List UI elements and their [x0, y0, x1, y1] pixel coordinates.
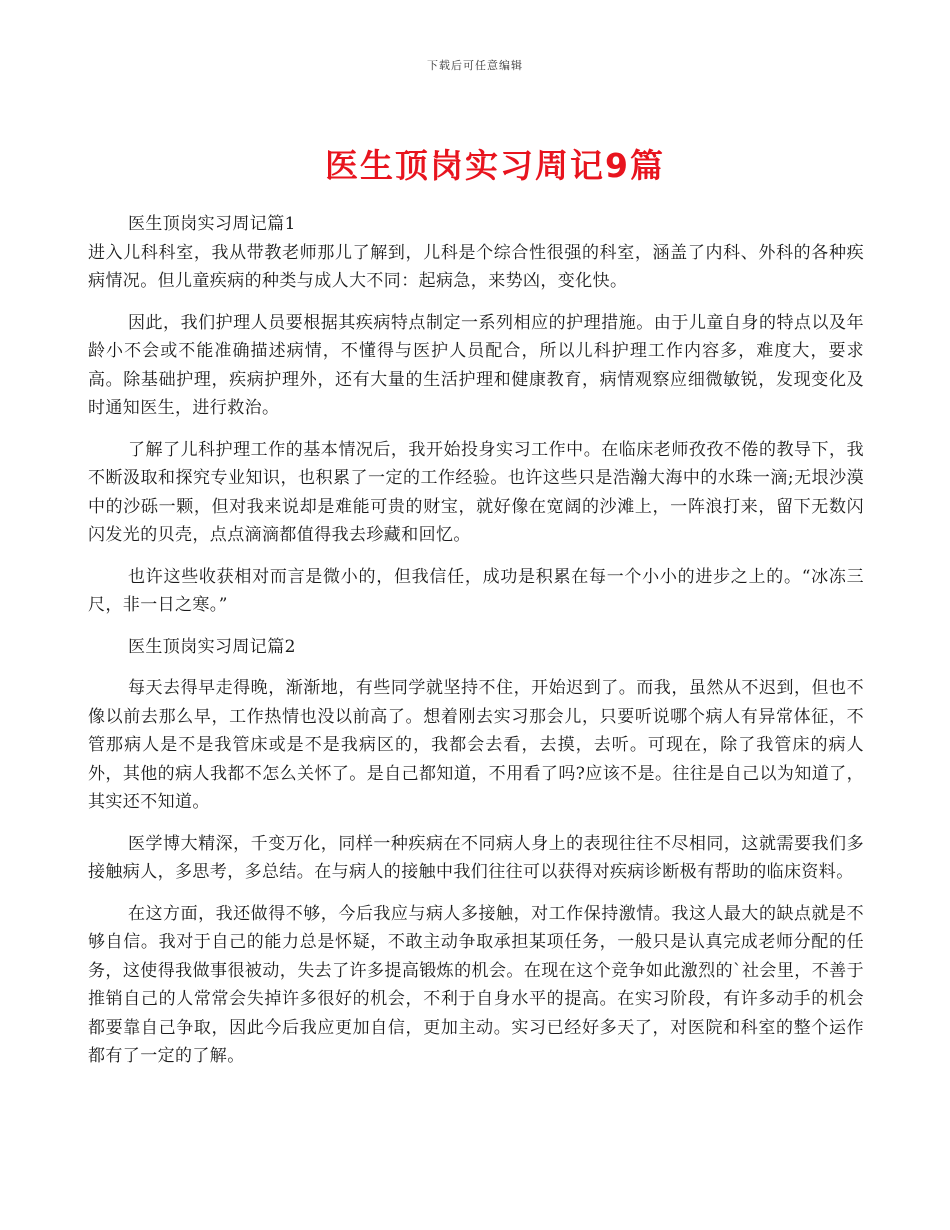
paragraph: 因此，我们护理人员要根据其疾病特点制定一系列相应的护理措施。由于儿童自身的特点以及年龄小不会或不能准确描述病情，不懂得与医护人员配合，所以儿科护理工作内容多，难度大，要求高。除基础护理，疾病护理外，还有大量的生活护理和健康教育，病情观察应细微敏锐，发现变化及时通知医生，进行救治。: [88, 312, 864, 418]
paragraph: 进入儿科科室，我从带教老师那儿了解到，儿科是个综合性很强的科室，涵盖了内科、外科的各种疾病情况。但儿童疾病的种类与成人大不同：起病急，来势凶，变化快。: [88, 242, 864, 291]
header-note: 下载后可任意编辑: [427, 59, 523, 72]
paragraph: 每天去得早走得晚，渐渐地，有些同学就坚持不住，开始迟到了。而我，虽然从不迟到，但也不像以前去那么早，工作热情也没以前高了。想着刚去实习那会儿，只要听说哪个病人有异常体征，不管那病人是不是我管床或是不是我病区的，我都会去看，去摸，去听。可现在，除了我管床的病人外，其他的病人我都不怎么关怀了。是自己都知道，不用看了吗?应该不是。往往是自己以为知道了，其实还不知道。: [88, 678, 864, 812]
paragraph: 了解了儿科护理工作的基本情况后，我开始投身实习工作中。在临床老师孜孜不倦的教导下，我不断汲取和探究专业知识，也积累了一定的工作经验。也许这些只是浩瀚大海中的水珠一滴;无垠沙漠中的沙砾一颗，但对我来说却是难能可贵的财宝，就好像在宽阔的沙滩上，一阵浪打来，留下无数闪闪发光的贝壳，点点滴滴都值得我去珍藏和回忆。: [88, 439, 864, 545]
section-heading-1: 医生顶岗实习周记篇1: [128, 214, 296, 234]
document-body: [88, 210, 864, 1084]
document-title: 医生顶岗实习周记9篇: [325, 146, 665, 185]
paragraph: 医学博大精深，千变万化，同样一种疾病在不同病人身上的表现往往不尽相同，这就需要我们多接触病人，多思考，多总结。在与病人的接触中我们往往可以获得对疾病诊断极有帮助的临床资料。: [88, 833, 864, 882]
paragraph: 也许这些收获相对而言是微小的，但我信任，成功是积累在每一个小小的进步之上的。“冰冻三尺，非一日之寒。”: [88, 566, 864, 615]
paragraph: 在这方面，我还做得不够，今后我应与病人多接触，对工作保持激情。我这人最大的缺点就是不够自信。我对于自己的能力总是怀疑，不敢主动争取承担某项任务，一般只是认真完成老师分配的任务，这使得我做事很被动，失去了许多提高锻炼的机会。在现在这个竞争如此激烈的`社会里，不善于推销自己的人常常会失掉许多很好的机会，不利于自身水平的提高。在实习阶段，有许多动手的机会都要靠自己争取，因此今后我应更加自信，更加主动。实习已经好多天了，对医院和科室的整个运作都有了一定的了解。: [88, 903, 864, 1066]
section-heading-2: 医生顶岗实习周记篇2: [128, 636, 296, 657]
